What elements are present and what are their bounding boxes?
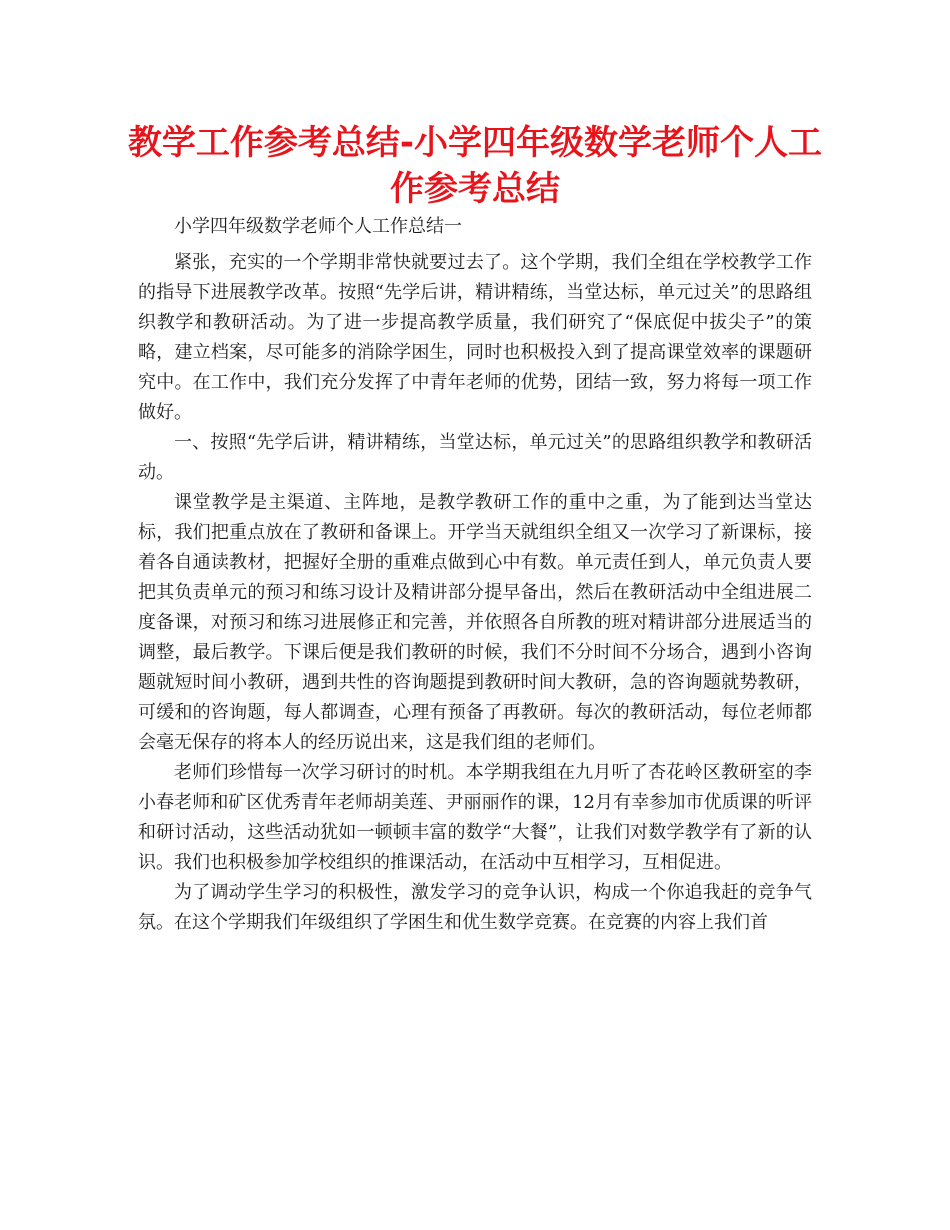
document-body xyxy=(138,212,812,938)
document-title: 教学工作参考总结-小学四年级数学老师个人工作参考总结 xyxy=(127,123,823,209)
paragraph: 紧张，充实的一个学期非常快就要过去了。这个学期，我们全组在学校教学工作的指导下进展教学改革。按照“先学后讲，精讲精练，当堂达标，单元过关”的思路组织教学和教研活动。为了进一步提高教学质量，我们研究了“保底促中拔尖子”的策略，建立档案，尽可能多的消除学困生，同时也积极投入到了提高课堂效率的课题研究中。在工作中，我们充分发挥了中青年老师的优势，团结一致，努力将每一项工作做好。 xyxy=(138,252,812,423)
paragraph: 为了调动学生学习的积极性，激发学习的竞争认识，构成一个你追我赶的竞争气氛。在这个学期我们年级组织了学困生和优生数学竞赛。在竞赛的内容上我们首 xyxy=(138,882,812,933)
paragraph: 课堂教学是主渠道、主阵地，是教学教研工作的重中之重，为了能到达当堂达标，我们把重点放在了教研和备课上。开学当天就组织全组又一次学习了新课标，接着各自通读教材，把握好全册的重难点做到心中有数。单元责任到人，单元负责人要把其负责单元的预习和练习设计及精讲部分提早备出，然后在教研活动中全组进展二度备课，对预习和练习进展修正和完善，并依照各自所教的班对精讲部分进展适当的调整，最后教学。下课后便是我们教研的时候，我们不分时间不分场合，遇到小咨询题就短时间小教研，遇到共性的咨询题提到教研时间大教研，急的咨询题就势教研，可缓和的咨询题，每人都调查，心理有预备了再教研。每次的教研活动，每位老师都会毫无保存的将本人的经历说出来，这是我们组的老师们。 xyxy=(138,492,812,753)
section-subtitle: 小学四年级数学老师个人工作总结一 xyxy=(174,216,462,237)
paragraph: 一、按照“先学后讲，精讲精练，当堂达标，单元过关”的思路组织教学和教研活动。 xyxy=(138,432,812,483)
paragraph: 老师们珍惜每一次学习研讨的时机。本学期我组在九月听了杏花岭区教研室的李小春老师和矿区优秀青年老师胡美莲、尹丽丽作的课，12月有幸参加市优质课的听评和研讨活动，这些活动犹如一顿顿丰富的数学“大餐”，让我们对数学教学有了新的认识。我们也积极参加学校组织的推课活动，在活动中互相学习，互相促进。 xyxy=(138,762,812,873)
